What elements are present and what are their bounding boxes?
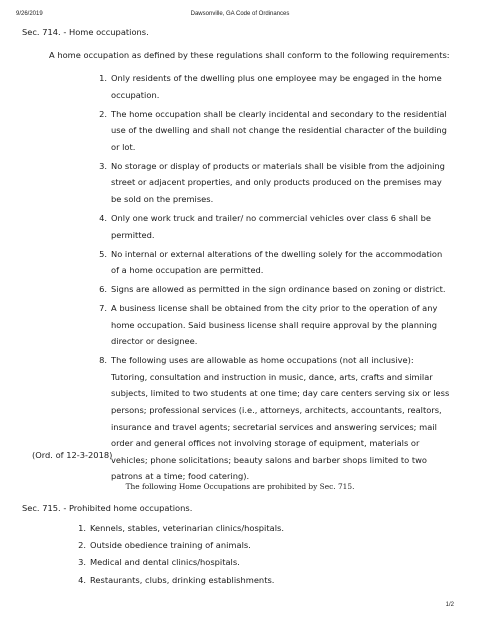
item-text: Signs are allowed as permitted in the sign ordinance based on zoning or district.: [111, 284, 446, 295]
prohibited-note: The following Home Occupations are prohibited by Sec. 715.: [125, 482, 355, 491]
item-number: 1.: [78, 523, 86, 533]
item-number: 3.: [99, 160, 107, 171]
item-number: 2.: [99, 108, 107, 119]
item-text: A business license shall be obtained from the city prior to the operation of any home occupation. Said business license shall require approval by the planning director or designee.: [111, 303, 438, 347]
item-text: Medical and dental clinics/hospitals.: [90, 557, 240, 568]
item-number: 8.: [99, 355, 107, 366]
section-714-intro: A home occupation as defined by these regulations shall conform to the following requirements:: [49, 50, 450, 60]
section-715-title: Sec. 715. - Prohibited home occupations.: [22, 503, 193, 513]
list-item: [99, 281, 451, 298]
list-item: [99, 106, 451, 156]
item-text: Only residents of the dwelling plus one employee may be engaged in the home occupation.: [111, 73, 442, 100]
list-item: [99, 352, 451, 485]
item-number: 1.: [99, 73, 107, 83]
list-item: [99, 158, 451, 208]
item-number: 4.: [78, 574, 86, 585]
list-item: [99, 300, 451, 350]
item-number: 2.: [78, 540, 86, 551]
list-item: [99, 70, 451, 103]
item-text: Outside obedience training of animals.: [90, 540, 251, 551]
item-number: 6.: [99, 284, 107, 295]
item-number: 7.: [99, 303, 107, 314]
home-occupation-requirements-list: [99, 70, 451, 487]
list-item: [78, 520, 430, 537]
print-date: 9/26/2019: [16, 11, 43, 17]
item-text: Only one work truck and trailer/ no commercial vehicles over class 6 shall be permitted.: [111, 212, 431, 240]
item-number: 5.: [99, 248, 107, 259]
item-text: The following uses are allowable as home occupations (not all inclusive): Tutoring, consultation and instruction in music, dance, arts, crafts and similar subjects, limited to two students at one time; day care centers serving six or less persons; professional services (i.e., attorneys, architects, accountants, realtors, insurance and travel agents; secretarial services and answering services; mail order and general offices not involving storage of equipment, materials or vehicles; phone solicitations; beauty salons and barber shops limited to two patrons at a time; food catering).: [111, 355, 450, 482]
item-text: Kennels, stables, veterinarian clinics/hospitals.: [90, 523, 284, 533]
prohibited-occupations-list: [78, 520, 430, 589]
list-item: [78, 537, 430, 554]
item-text: No storage or display of products or materials shall be visible from the adjoining street or adjacent properties, and only products produced on the premises may be sold on the premises.: [111, 160, 445, 204]
section-714-title: Sec. 714. - Home occupations.: [22, 27, 149, 37]
list-item: [99, 246, 451, 279]
page-number: 1/2: [445, 602, 454, 608]
document-header-title: Dawsonville, GA Code of Ordinances: [190, 11, 290, 17]
item-text: Restaurants, clubs, drinking establishments.: [90, 574, 275, 585]
ordinance-reference: (Ord. of 12-3-2018): [32, 450, 113, 460]
item-number: 4.: [99, 212, 107, 223]
item-number: 3.: [78, 557, 86, 568]
item-text: No internal or external alterations of the dwelling solely for the accommodation of a home occupation are permitted.: [111, 248, 443, 276]
list-item: [78, 554, 430, 571]
item-text: The home occupation shall be clearly incidental and secondary to the residential use of the dwelling and shall not change the residential character of the building or lot.: [111, 108, 447, 152]
list-item: [99, 210, 451, 243]
list-item: [78, 572, 430, 589]
